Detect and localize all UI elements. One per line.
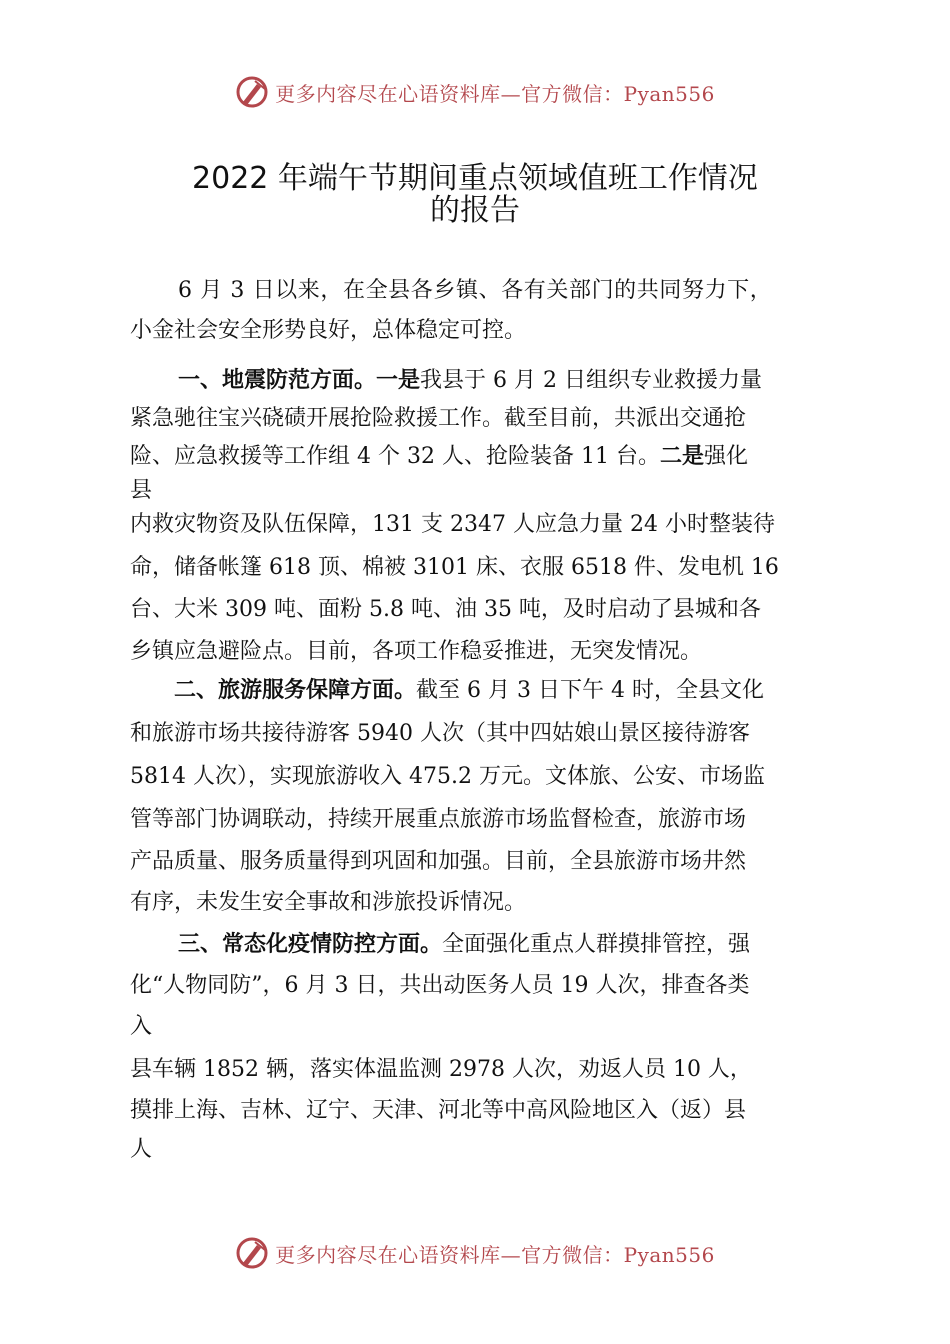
title-line-1: 2022 年端午节期间重点领域值班工作情况 (192, 161, 758, 196)
section1-one-label: 一是 (376, 368, 421, 393)
section3-line-3: 入 (130, 1014, 153, 1039)
section3-line-5: 摸排上海、吉林、辽宁、天津、河北等中高风险地区入（返）县 (130, 1098, 747, 1123)
header-banner-text: 更多内容尽在心语资料库—官方微信：Pyan556 (275, 81, 715, 106)
section1-line-1 (178, 366, 840, 396)
section2-heading: 二、旅游服务保障方面。 (174, 678, 417, 703)
section1-line-3 (130, 442, 840, 472)
section2-line-2: 和旅游市场共接待游客 5940 人次（其中四姑娘山景区接待游客 (130, 721, 750, 746)
section1-line-3-text: 险、应急救援等工作组 4 个 32 人、抢险装备 11 台。 (130, 444, 660, 469)
pen-circle-logo-icon (235, 75, 269, 109)
section3-line-2: 化“人物同防”，6 月 3 日，共出动医务人员 19 人次，排查各类 (130, 973, 750, 998)
section2-line-1-rest: 截至 6 月 3 日下午 4 时，全县文化 (416, 678, 764, 703)
section2-line-1 (174, 676, 840, 706)
footer-banner (0, 1233, 950, 1273)
section1-two-label: 二是 (659, 444, 704, 469)
intro-line-1: 6 月 3 日以来，在全县各乡镇、各有关部门的共同努力下， (178, 278, 773, 303)
section1-line-6: 命，储备帐篷 618 顶、棉被 3101 床、衣服 6518 件、发电机 16 (130, 555, 779, 580)
section1-line-2: 紧急驰往宝兴硗碛开展抢险救援工作。截至目前，共派出交通抢 (130, 406, 747, 431)
section1-line-4: 县 (130, 478, 153, 503)
section1-line-5: 内救灾物资及队伍保障，131 支 2347 人应急力量 24 小时整装待 (130, 512, 775, 537)
title-line-2: 的报告 (430, 193, 520, 228)
pen-circle-logo-icon (235, 1236, 269, 1270)
intro-line-2: 小金社会安全形势良好，总体稳定可控。 (130, 318, 527, 343)
section3-line-1-rest: 全面强化重点人群摸排管控，强 (442, 932, 751, 957)
section3-heading: 三、常态化疫情防控方面。 (178, 932, 443, 957)
section1-line-7: 台、大米 309 吨、面粉 5.8 吨、油 35 吨，及时启动了县城和各 (130, 597, 761, 622)
section2-line-6: 有序，未发生安全事故和涉旅投诉情况。 (130, 890, 527, 915)
section3-line-4: 县车辆 1852 辆，落实体温监测 2978 人次，劝返人员 10 人， (130, 1057, 752, 1082)
section1-line-3-rest: 强化 (703, 444, 748, 469)
section2-line-5: 产品质量、服务质量得到巩固和加强。目前，全县旅游市场井然 (130, 849, 747, 874)
document-title (80, 163, 870, 227)
header-banner (0, 72, 950, 112)
section1-line-8: 乡镇应急避险点。目前，各项工作稳妥推进，无突发情况。 (130, 639, 703, 664)
section1-heading: 一、地震防范方面。 (178, 368, 377, 393)
footer-banner-text: 更多内容尽在心语资料库—官方微信：Pyan556 (275, 1242, 715, 1267)
section1-line-1-rest: 我县于 6 月 2 日组织专业救援力量 (420, 368, 762, 393)
section2-line-3: 5814 人次），实现旅游收入 475.2 万元。文体旅、公安、市场监 (130, 764, 765, 789)
section2-line-4: 管等部门协调联动，持续开展重点旅游市场监督检查，旅游市场 (130, 807, 747, 832)
section3-line-1 (178, 930, 840, 960)
section3-line-6: 人 (130, 1137, 153, 1162)
